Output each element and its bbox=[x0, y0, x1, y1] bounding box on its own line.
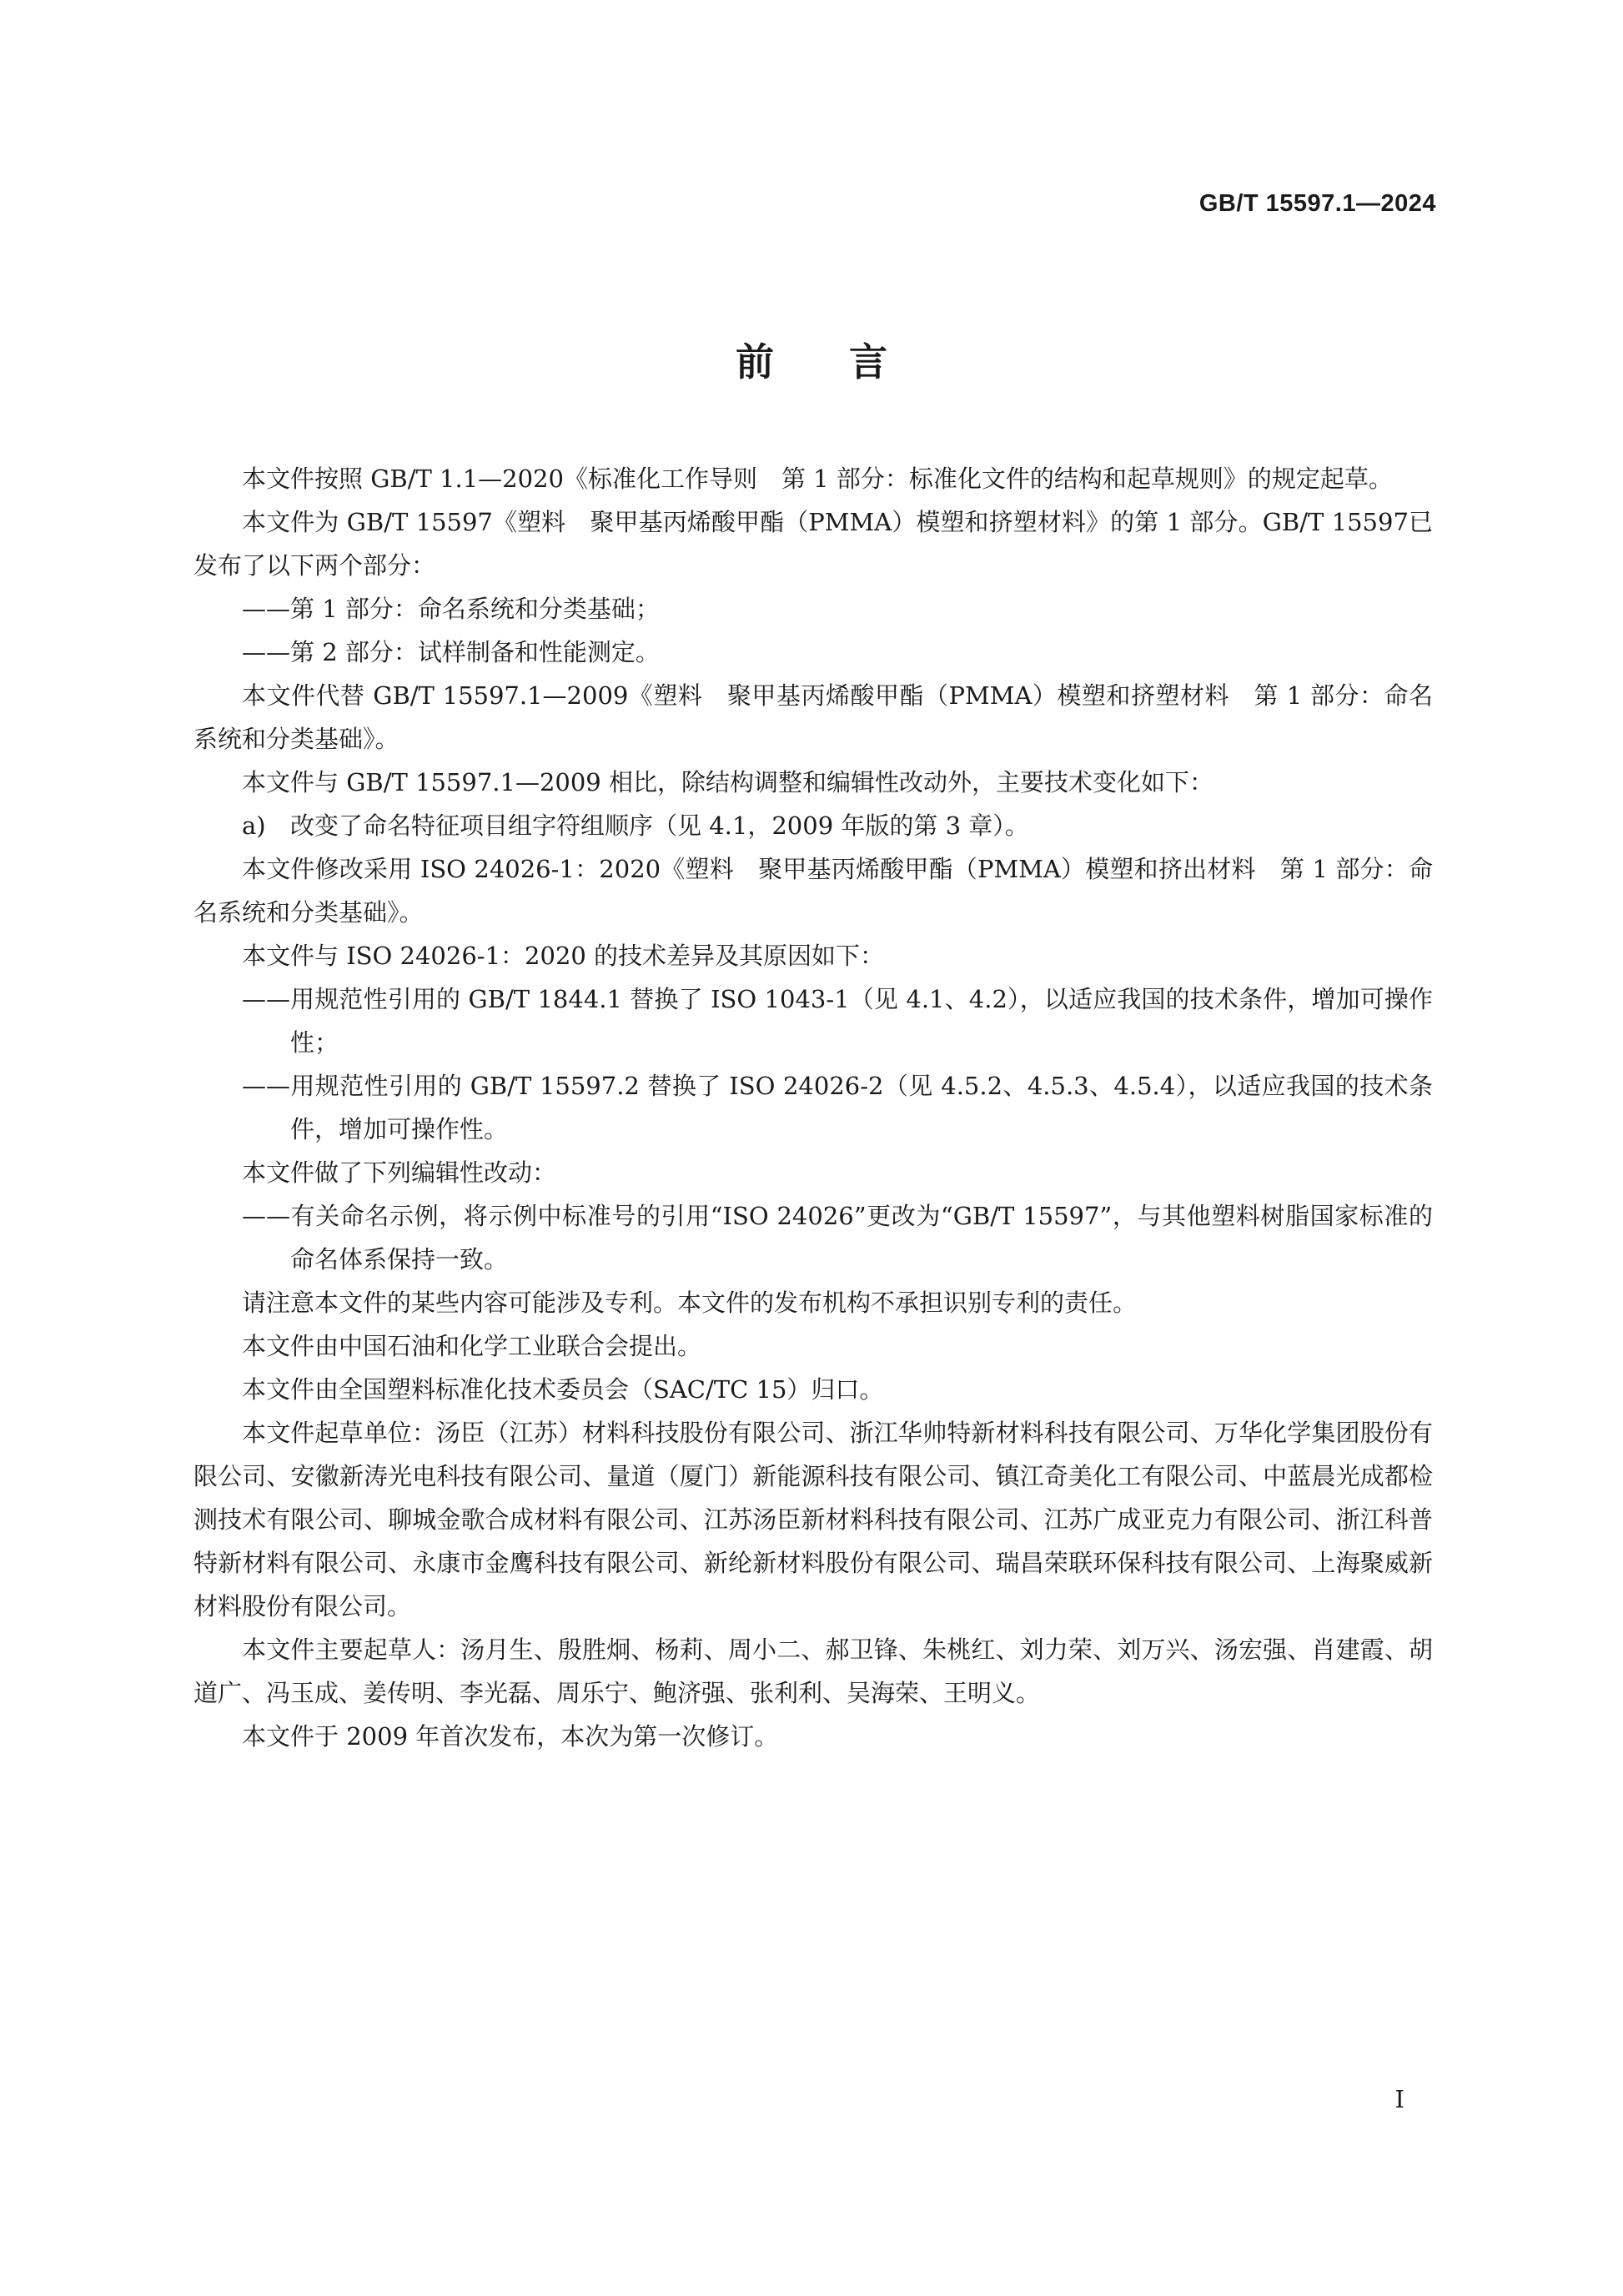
paragraph: 本文件由全国塑料标准化技术委员会（SAC/TC 15）归口。 bbox=[242, 1375, 884, 1404]
standard-code: GB/T 15597.1—2024 bbox=[1198, 190, 1436, 217]
document-body bbox=[193, 457, 1433, 1758]
dash-list-item: ——第 1 部分：命名系统和分类基础； bbox=[242, 595, 660, 623]
paragraph: 本文件由中国石油和化学工业联合会提出。 bbox=[242, 1332, 702, 1360]
lettered-list-item bbox=[193, 804, 1433, 847]
dash-list-item: ——有关命名示例，将示例中标准号的引用“ISO 24026”更改为“GB/T 15597”，与其他塑料树脂国家标准的命名体系保持一致。 bbox=[242, 1202, 1433, 1274]
paragraph: 本文件为 GB/T 15597《塑料 聚甲基丙烯酸甲酯（PMMA）模塑和挤塑材料》的第 1 部分。GB/T 15597已发布了以下两个部分： bbox=[193, 508, 1433, 580]
paragraph: 本文件修改采用 ISO 24026-1：2020《塑料 聚甲基丙烯酸甲酯（PMMA）模塑和挤出材料 第 1 部分：命名系统和分类基础》。 bbox=[193, 855, 1433, 927]
paragraph: 本文件与 ISO 24026-1：2020 的技术差异及其原因如下： bbox=[242, 942, 885, 970]
paragraph: 本文件起草单位：汤臣（江苏）材料科技股份有限公司、浙江华帅特新材料科技有限公司、万华化学集团股份有限公司、安徽新涛光电科技有限公司、量道（厦门）新能源科技有限公司、镇江奇美化工有限公司、中蓝晨光成都检测技术有限公司、聊城金歌合成材料有限公司、江苏汤臣新材料科技有限公司、江苏广成亚克力有限公司、浙江科普特新材料有限公司、永康市金鹰科技有限公司、新纶新材料股份有限公司、瑞昌荣联环保科技有限公司、上海聚威新材料股份有限公司。 bbox=[193, 1419, 1433, 1620]
dash-list-item: ——第 2 部分：试样制备和性能测定。 bbox=[242, 638, 660, 666]
list-item-text: 改变了命名特征项目组字符组顺序（见 4.1，2009 年版的第 3 章）。 bbox=[290, 811, 1029, 840]
dash-list-item: ——用规范性引用的 GB/T 15597.2 替换了 ISO 24026-2（见 4.5.2、4.5.3、4.5.4），以适应我国的技术条件，增加可操作性。 bbox=[242, 1072, 1433, 1143]
list-marker: a) bbox=[242, 811, 266, 840]
paragraph: 本文件主要起草人：汤月生、殷胜炯、杨莉、周小二、郝卫锋、朱桃红、刘力荣、刘万兴、汤宏强、肖建霞、胡道广、冯玉成、姜传明、李光磊、周乐宁、鲍济强、张利利、吴海荣、王明义。 bbox=[193, 1635, 1433, 1707]
paragraph: 本文件于 2009 年首次发布，本次为第一次修订。 bbox=[242, 1722, 779, 1751]
page-number: I bbox=[1394, 2085, 1404, 2113]
paragraph: 本文件按照 GB/T 1.1—2020《标准化工作导则 第 1 部分：标准化文件的结构和起草规则》的规定起草。 bbox=[242, 465, 1393, 493]
dash-list-item: ——用规范性引用的 GB/T 1844.1 替换了 ISO 1043-1（见 4.1、4.2），以适应我国的技术条件，增加可操作性； bbox=[242, 985, 1433, 1057]
paragraph: 本文件做了下列编辑性改动： bbox=[242, 1158, 557, 1187]
paragraph: 本文件代替 GB/T 15597.1—2009《塑料 聚甲基丙烯酸甲酯（PMMA）模塑和挤塑材料 第 1 部分：命名系统和分类基础》。 bbox=[193, 681, 1433, 753]
page-title: 前言 bbox=[736, 339, 962, 384]
paragraph: 本文件与 GB/T 15597.1—2009 相比，除结构调整和编辑性改动外，主要技术变化如下： bbox=[242, 768, 1213, 796]
paragraph: 请注意本文件的某些内容可能涉及专利。本文件的发布机构不承担识别专利的责任。 bbox=[242, 1289, 1138, 1317]
